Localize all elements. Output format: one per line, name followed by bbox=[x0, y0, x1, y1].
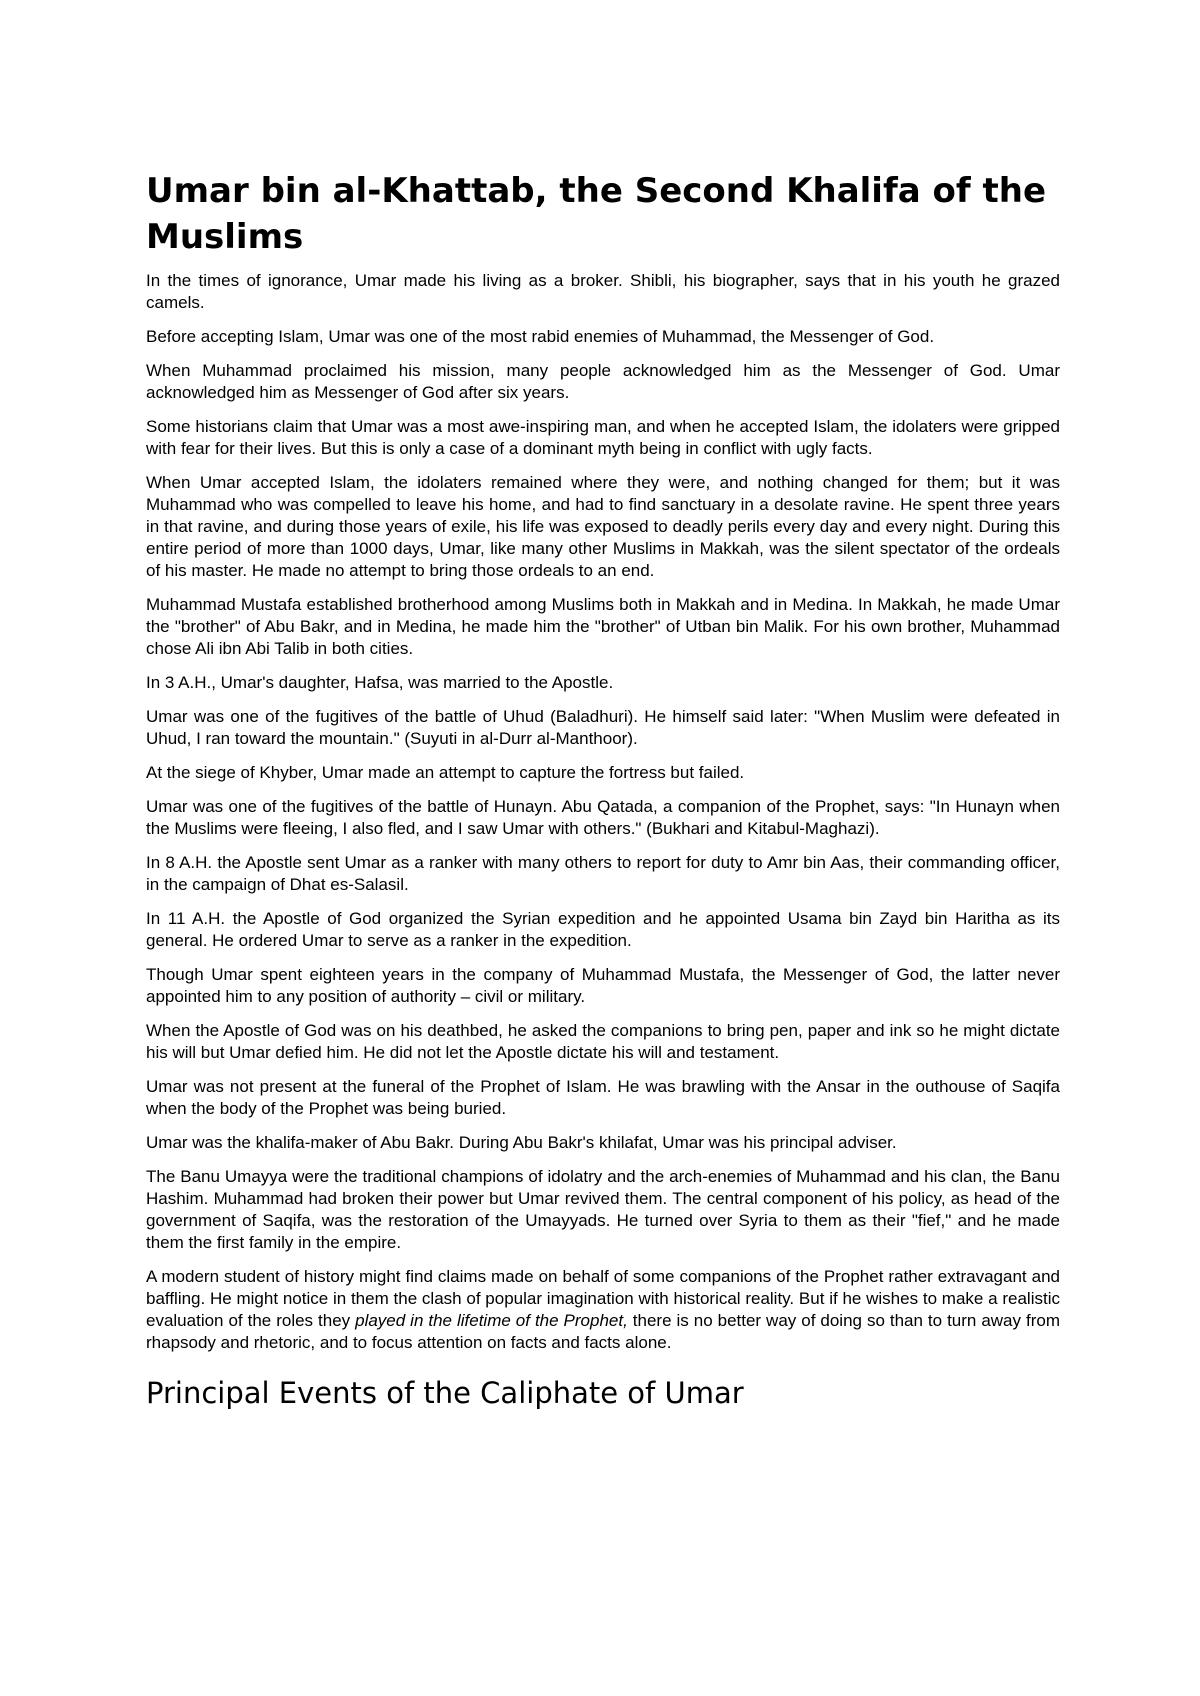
paragraph: When Muhammad proclaimed his mission, many people acknowledged him as the Messenger of God. Umar acknowledged him as Messenger of God after six years. bbox=[146, 361, 1060, 402]
paragraph: Umar was not present at the funeral of the Prophet of Islam. He was brawling with the Ansar in the outhouse of Saqifa when the body of the Prophet was being buried. bbox=[146, 1077, 1060, 1118]
paragraph: In the times of ignorance, Umar made his living as a broker. Shibli, his biographer, says that in his youth he grazed camels. bbox=[146, 271, 1060, 312]
paragraph-text-before: A modern student of history might find claims made on behalf of some companions of the Prophet rather extravagant and baffling. He might notice in them the clash of popular imagination with historical reality. But if he wishes to make a realistic evaluation of the roles they bbox=[146, 1267, 1060, 1330]
paragraph: Umar was one of the fugitives of the battle of Uhud (Baladhuri). He himself said later: "When Muslim were defeated in Uhud, I ran toward the mountain." (Suyuti in al-Durr al-Manthoor). bbox=[146, 707, 1060, 748]
document-page bbox=[146, 168, 1060, 1412]
paragraph: Though Umar spent eighteen years in the company of Muhammad Mustafa, the Messenger of God, the latter never appointed him to any position of authority – civil or military. bbox=[146, 965, 1060, 1006]
paragraph-with-italic bbox=[146, 1266, 1060, 1354]
paragraph: Umar was one of the fugitives of the battle of Hunayn. Abu Qatada, a companion of the Prophet, says: "In Hunayn when the Muslims were fleeing, I also fled, and I saw Umar with others." (Bukhari and Kitabul-Maghazi). bbox=[146, 797, 1060, 838]
paragraph: Before accepting Islam, Umar was one of the most rabid enemies of Muhammad, the Messenger of God. bbox=[146, 327, 935, 346]
paragraph: At the siege of Khyber, Umar made an attempt to capture the fortress but failed. bbox=[146, 763, 745, 782]
section-heading: Principal Events of the Caliphate of Umar bbox=[146, 1376, 744, 1410]
document-title: Umar bin al-Khattab, the Second Khalifa of the Muslims bbox=[146, 171, 1047, 257]
paragraph: When Umar accepted Islam, the idolaters remained where they were, and nothing changed for them; but it was Muhammad who was compelled to leave his home, and had to find sanctuary in a desolate ravine. He spent three years in that ravine, and during those years of exile, his life was exposed to deadly perils every day and every night. During this entire period of more than 1000 days, Umar, like many other Muslims in Makkah, was the silent spectator of the ordeals of his master. He made no attempt to bring those ordeals to an end. bbox=[146, 473, 1060, 580]
italic-phrase: played in the lifetime of the Prophet, bbox=[355, 1311, 628, 1330]
paragraph: In 11 A.H. the Apostle of God organized the Syrian expedition and he appointed Usama bin Zayd bin Haritha as its general. He ordered Umar to serve as a ranker in the expedition. bbox=[146, 909, 1060, 950]
paragraph: The Banu Umayya were the traditional champions of idolatry and the arch-enemies of Muhammad and his clan, the Banu Hashim. Muhammad had broken their power but Umar revived them. The central component of his policy, as head of the government of Saqifa, was the restoration of the Umayyads. He turned over Syria to them as their "fief," and he made them the first family in the empire. bbox=[146, 1167, 1060, 1252]
paragraph-text-after: there is no better way of doing so than to turn away from rhapsody and rhetoric, and to focus attention on facts and facts alone. bbox=[146, 1311, 1060, 1352]
paragraph: When the Apostle of God was on his deathbed, he asked the companions to bring pen, paper and ink so he might dictate his will but Umar defied him. He did not let the Apostle dictate his will and testament. bbox=[146, 1021, 1060, 1062]
paragraph: Some historians claim that Umar was a most awe-inspiring man, and when he accepted Islam, the idolaters were gripped with fear for their lives. But this is only a case of a dominant myth being in conflict with ugly facts. bbox=[146, 417, 1060, 458]
paragraph: Umar was the khalifa-maker of Abu Bakr. During Abu Bakr's khilafat, Umar was his principal adviser. bbox=[146, 1133, 897, 1152]
paragraph: Muhammad Mustafa established brotherhood among Muslims both in Makkah and in Medina. In Makkah, he made Umar the "brother" of Abu Bakr, and in Medina, he made him the "brother" of Utban bin Malik. For his own brother, Muhammad chose Ali ibn Abi Talib in both cities. bbox=[146, 595, 1060, 658]
paragraph: In 3 A.H., Umar's daughter, Hafsa, was married to the Apostle. bbox=[146, 673, 614, 692]
paragraph: In 8 A.H. the Apostle sent Umar as a ranker with many others to report for duty to Amr bin Aas, their commanding officer, in the campaign of Dhat es-Salasil. bbox=[146, 853, 1060, 894]
